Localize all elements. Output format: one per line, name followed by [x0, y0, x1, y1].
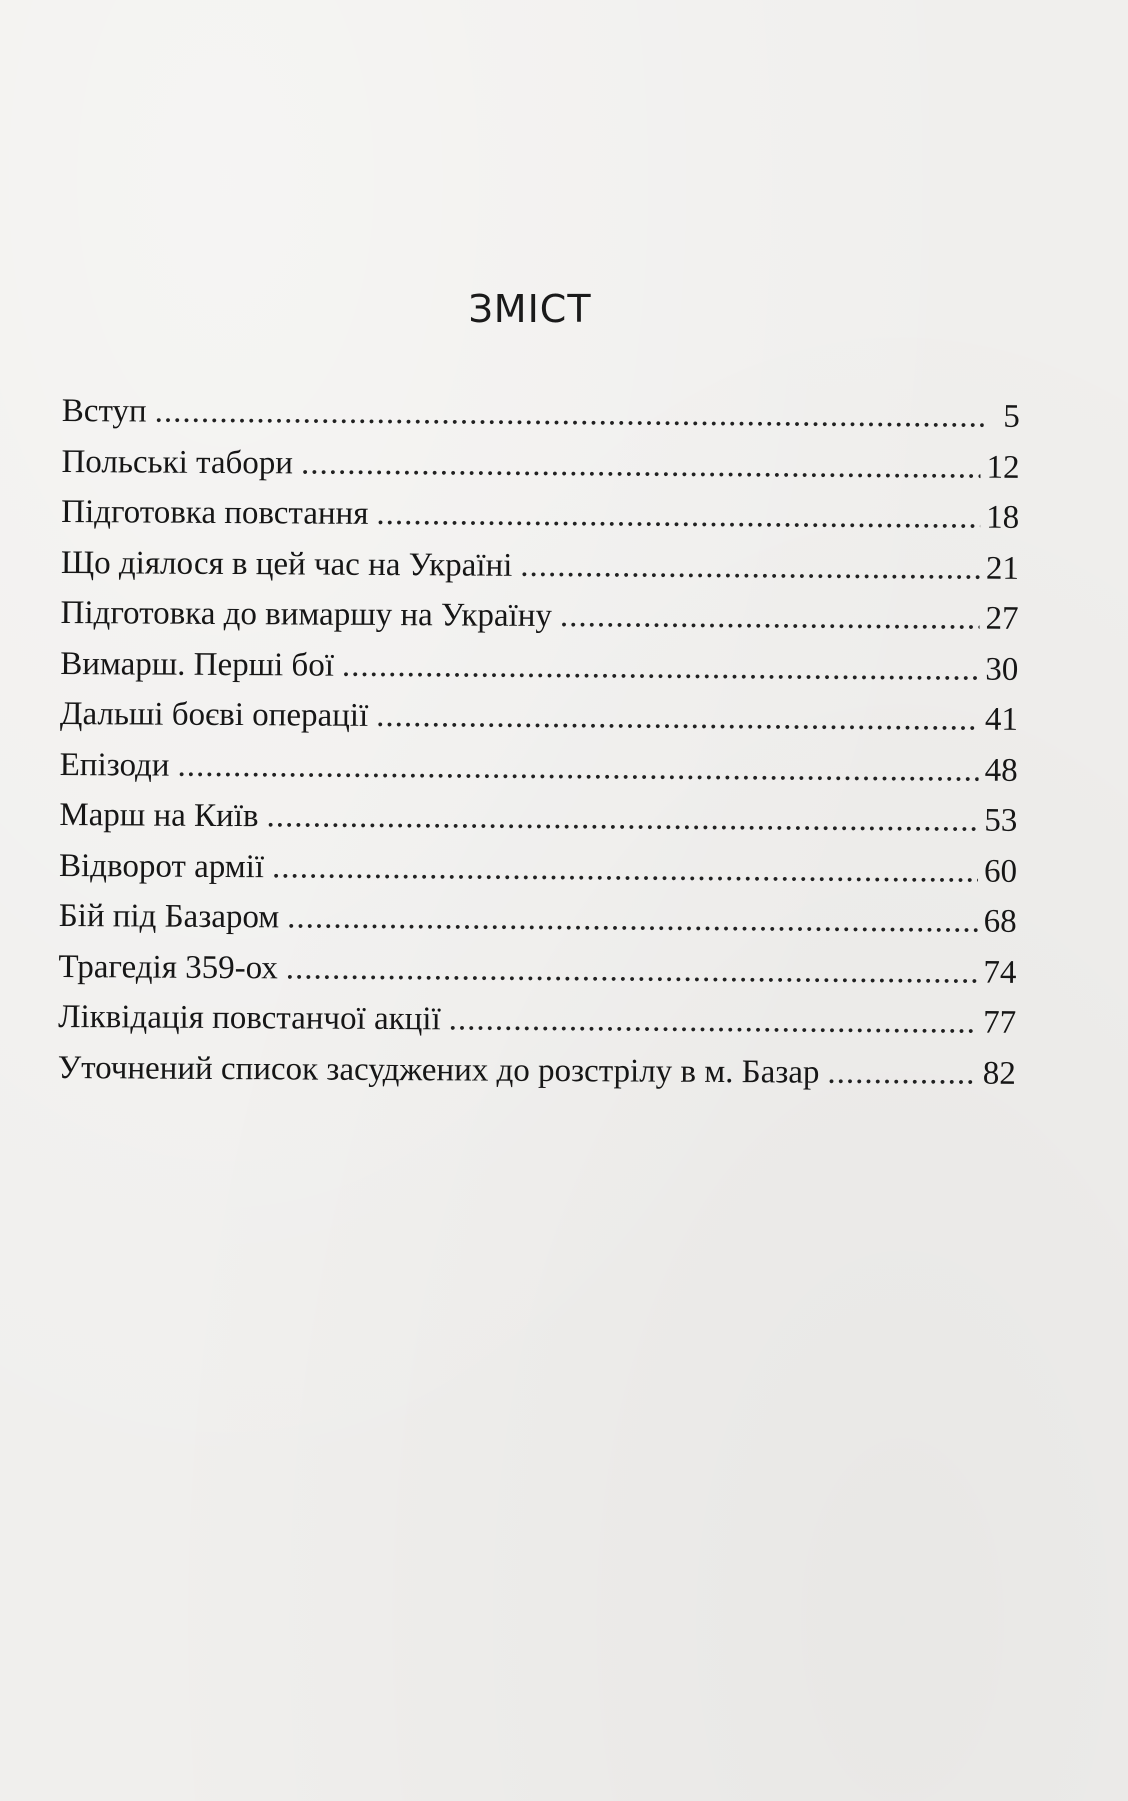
toc-entry	[61, 487, 1019, 543]
dot-leader	[342, 640, 980, 694]
toc-entry-title: Бій під Базаром	[58, 897, 280, 936]
toc-entry-page: 68	[983, 903, 1017, 940]
toc-entry-page: 60	[983, 853, 1018, 890]
toc-entry	[62, 386, 1020, 442]
toc-entry-page: 41	[984, 701, 1019, 738]
dot-leader	[177, 740, 978, 795]
dot-leader	[449, 994, 978, 1047]
toc-entry-page: 5	[1003, 398, 1020, 435]
toc-entry	[60, 588, 1018, 644]
toc-entry	[58, 941, 1016, 997]
dot-leader	[376, 489, 980, 543]
toc-entry-page: 12	[986, 449, 1020, 486]
toc-entry-title: Відворот армії	[58, 847, 265, 885]
toc-entry-page: 21	[985, 550, 1020, 587]
toc-entry-page: 27	[985, 600, 1019, 637]
toc-entry-title: Марш на Київ	[59, 796, 259, 835]
toc-entry-title: Підготовка повстання	[61, 493, 369, 532]
toc-entry-title: Дальші боєві операції	[59, 695, 369, 734]
toc-entry-page: 82	[982, 1055, 1016, 1092]
toc-entry	[61, 436, 1019, 492]
toc-entry	[59, 840, 1017, 896]
toc-entry-page: 30	[985, 651, 1019, 688]
toc-entry	[59, 891, 1017, 947]
toc-entry-title: Підготовка до вимаршу на Україну	[60, 594, 553, 634]
dot-leader	[155, 387, 984, 442]
toc-entry-page: 18	[986, 499, 1020, 536]
dot-leader	[286, 943, 978, 997]
toc-entry-title: Трагедія 359-ох	[58, 948, 278, 986]
toc-entry-title: Польські табори	[61, 443, 294, 481]
dot-leader	[520, 540, 980, 593]
toc-entry	[60, 739, 1018, 795]
toc-entry	[61, 537, 1019, 593]
dot-leader	[266, 791, 978, 845]
toc-entry-title: Вступ	[61, 392, 147, 430]
toc-entry-title: Ліквідація повстанчої акції	[58, 998, 441, 1038]
dot-leader	[560, 591, 980, 644]
dot-leader	[827, 1047, 977, 1098]
toc-entry	[58, 1042, 1016, 1098]
toc-entry	[60, 638, 1018, 694]
table-of-contents	[58, 386, 1020, 1099]
toc-entry-title: Епізоди	[59, 746, 170, 784]
page-title: ЗМІСТ	[468, 287, 592, 331]
toc-entry-title: Що діялося в цей час на Україні	[60, 544, 513, 584]
dot-leader	[272, 842, 978, 896]
toc-entry-title: Вимарш. Перші бої	[60, 645, 335, 684]
dot-leader	[287, 892, 978, 946]
toc-entry-page: 77	[983, 1004, 1017, 1041]
dot-leader	[301, 438, 981, 492]
toc-entry	[60, 689, 1018, 745]
toc-entry	[58, 992, 1016, 1048]
toc-entry-title: Уточнений список засуджених до розстрілу в м. Базар	[57, 1049, 820, 1091]
toc-entry	[59, 790, 1017, 846]
toc-entry-page: 74	[983, 954, 1017, 991]
dot-leader	[376, 691, 979, 745]
toc-entry-page: 48	[984, 752, 1018, 789]
toc-entry-page: 53	[984, 802, 1018, 839]
